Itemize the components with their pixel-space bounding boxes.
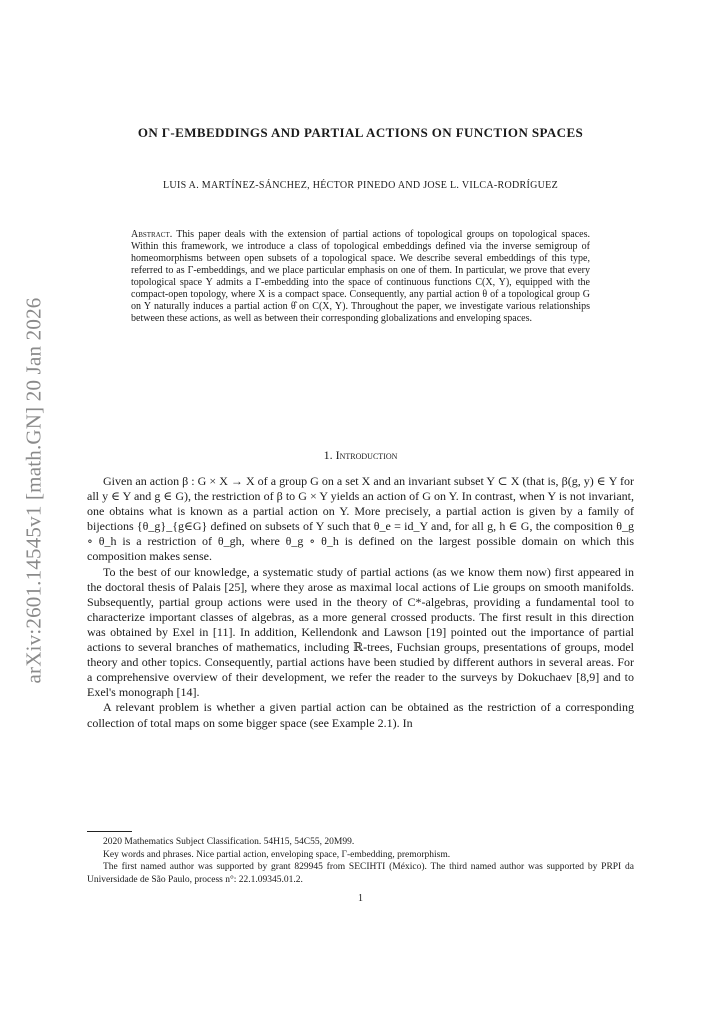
section-heading — [87, 448, 634, 463]
abstract-text: This paper deals with the extension of partial actions of topological groups on topological spaces. Within this framework, we introduce a class of topological embeddings defined via the inverse semigroup of homeomorphisms between open subsets of a topological space. We describe several embeddings of this type, referred to as Γ-embeddings, and we place particular emphasis on one of them. In particular, we prove that every topological space Y admits a Γ-embedding into the space of continuous functions C(X, Y), equipped with the compact-open topology, where X is a compact space. Consequently, any partial action θ of a topological group G on Y naturally induces a partial action θ̂ on C(X, Y). Throughout the paper, we investigate various relationships between these actions, as well as between their corresponding globalizations and enveloping spaces. — [131, 229, 590, 324]
paper-title: ON Γ-EMBEDDINGS AND PARTIAL ACTIONS ON FUNCTION SPACES — [137, 125, 584, 140]
paragraph: Given an action β : G × X → X of a group G on a set X and an invariant subset Y ⊂ X (that is, β(g, y) ∈ Y for all y ∈ Y and g ∈ G), the restriction of β to G × Y yields an action of G on Y. In contrast, when Y is not invariant, one obtains what is known as a partial action on Y. More precisely, a partial action is given by a family of bijections {θ_g}_{g∈G} defined on subsets of Y such that θ_e = id_Y and, for all g, h ∈ G, the composition θ_g ∘ θ_h is a restriction of θ_gh, where θ_g ∘ θ_h is defined on the largest possible domain on which this composition makes sense. — [87, 474, 634, 564]
body-text — [87, 474, 634, 731]
footnote-classification: 2020 Mathematics Subject Classification. 54H15, 54C55, 20M99. — [103, 837, 355, 847]
section-title: Introduction — [335, 448, 398, 462]
abstract-label: Abstract. — [131, 229, 173, 240]
paragraph: A relevant problem is whether a given partial action can be obtained as the restriction of a corresponding collection of total maps on some bigger space (see Example 2.1). In — [87, 700, 634, 730]
page-number: 1 — [358, 893, 363, 904]
paper-authors: LUIS A. MARTÍNEZ-SÁNCHEZ, HÉCTOR PINEDO AND JOSE L. VILCA-RODRÍGUEZ — [163, 180, 558, 191]
arxiv-margin-stamp — [16, 280, 52, 700]
abstract — [131, 229, 590, 325]
footnote-funding: The first named author was supported by grant 829945 from SECIHTI (México). The third named author was supported by PRPI da Universidade de São Paulo, process n°: 22.1.09345.01.2. — [87, 862, 634, 885]
footnote-rule — [87, 831, 132, 832]
footnote-keywords: Key words and phrases. Nice partial action, enveloping space, Γ-embedding, premorphism. — [103, 849, 451, 860]
footnotes — [87, 836, 634, 886]
section-number: 1. — [323, 448, 333, 462]
paragraph: To the best of our knowledge, a systematic study of partial actions (as we know them now) first appeared in the doctoral thesis of Palais [25], where they arose as maximal local actions of Lie groups on smooth manifolds. Subsequently, partial group actions were used in the theory of C*-algebras, providing a fundamental tool to characterize important classes of algebras, as a more general crossed products. The first result in this direction was obtained by Exel in [11]. In addition, Kellendonk and Lawson [19] pointed out the importance of partial actions to several branches of mathematics, including ℝ-trees, Fuchsian groups, presentations of groups, model theory and other topics. Consequently, partial actions have been studied by different authors in several areas. For a comprehensive overview of their development, we refer the reader to the surveys by Dokuchaev [8,9] and to Exel's monograph [14]. — [87, 564, 634, 700]
arxiv-identifier: arXiv:2601.14545v1 [math.GN] 20 Jan 2026 — [21, 297, 46, 683]
